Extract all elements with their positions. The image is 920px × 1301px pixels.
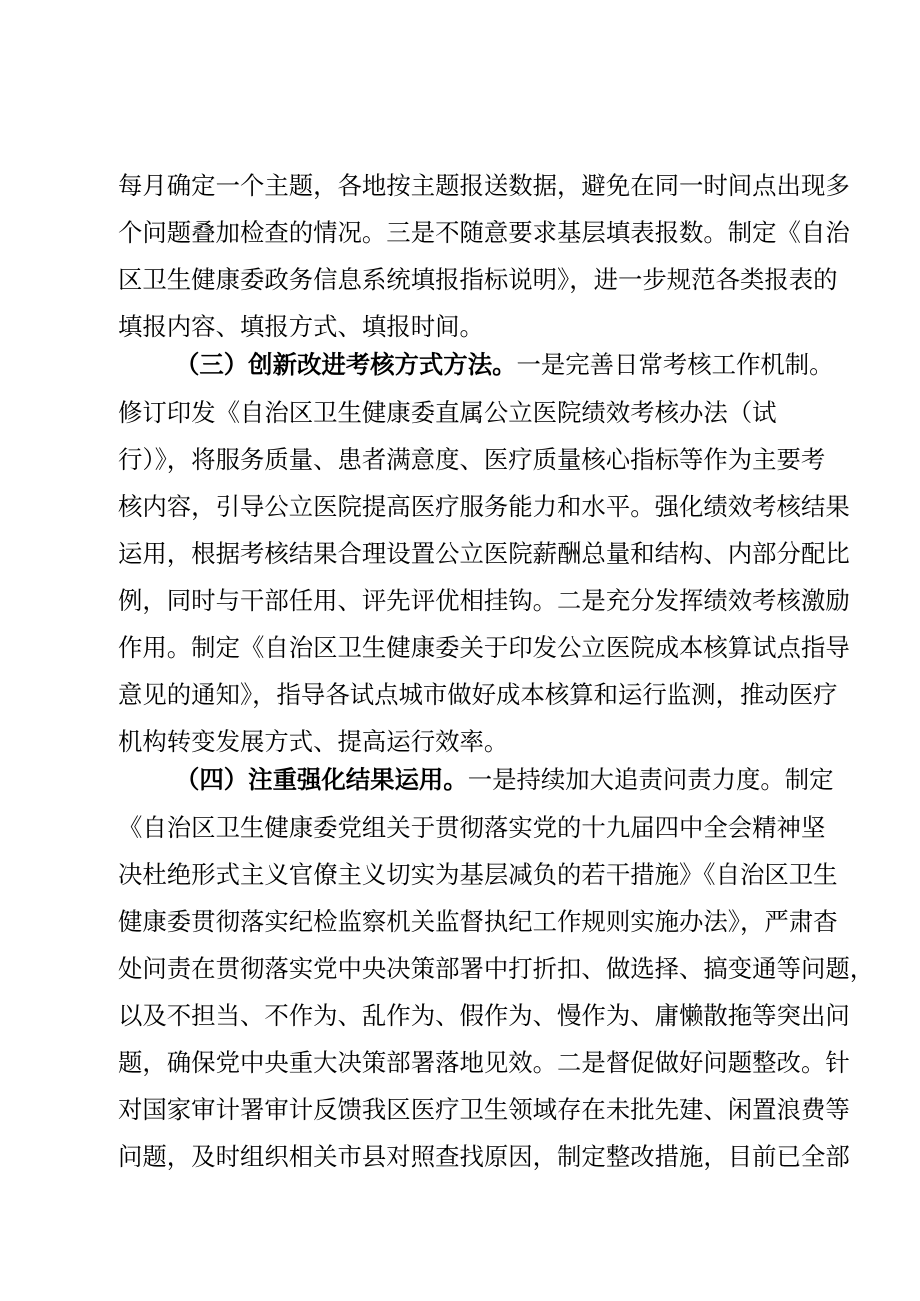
body-line-2: 个问题叠加检查的情况。三是不随意要求基层填表报数。制定《自治 [118,218,850,247]
section-three-line [175,349,834,381]
body-line-20: 题，确保党中央重大决策部署落地见效。二是督促做好问题整改。针 [118,1048,850,1077]
body-line-11: 作用。制定《自治区卫生健康委关于印发公立医院成本核算试点指导 [118,633,850,662]
section-three-heading: （三）创新改进考核方式方法。 [175,350,517,379]
body-line-17: 健康委贯彻落实纪检监察机关监督执纪工作规则实施办法》，严肃杳 [118,907,838,936]
section-four-line [175,764,834,796]
body-line-19: 以及不担当、不作为、乱作为、假作为、慢作为、庸懒散拖等突出问 [118,1001,850,1030]
body-line-12: 意见的通知》，指导各试点城市做好成本核算和运行监测，推动医疗 [118,680,838,709]
body-line-21: 对国家审计署审计反馈我区医疗卫生领域存在未批先建、闲置浪费等 [118,1095,850,1124]
body-line-16: 决杜绝形式主义官僚主义切实为基层减负的若干措施》《自治区卫生 [118,860,838,889]
body-line-18: 处问责在贯彻落实党中央决策部署中打折扣、做选择、搞变通等问题， [118,954,875,983]
body-line-6: 修订印发《自治区卫生健康委直属公立医院绩效考核办法（试 [118,398,777,427]
body-line-4: 填报内容、填报方式、填报时间。 [118,312,484,341]
body-line-15: 《自治区卫生健康委党组关于贯彻落实党的十九届四中全会精神坚 [118,813,826,842]
body-line-9: 运用，根据考核结果合理设置公立医院薪酬总量和结构、内部分配比 [118,539,850,568]
section-four-heading: （四）注重强化结果运用。 [175,765,468,794]
body-line-3: 区卫生健康委政务信息系统填报指标说明》，进一步规范各类报表的 [118,265,838,294]
body-line-13: 机构转变发展方式、提高运行效率。 [118,727,509,756]
body-line-10: 例，同时与干部任用、评先评优相挂钩。二是充分发挥绩效考核激励 [118,586,850,615]
section-three-text: 一是完善日常考核工作机制。 [516,350,834,379]
body-line-7: 行）》，将服务质量、患者满意度、医疗质量核心指标等作为主要考 [118,445,826,474]
body-line-1: 每月确定一个主题，各地按主题报送数据，避免在同一时间点出现多 [118,171,850,200]
section-four-text: 一是持续加大追责问责力度。制定 [467,765,834,794]
body-line-8: 核内容，引导公立医院提高医疗服务能力和水平。强化绩效考核结果 [118,492,850,521]
body-line-22: 问题，及时组织相关市县对照查找原因，制定整改措施，目前已全部 [118,1142,850,1171]
